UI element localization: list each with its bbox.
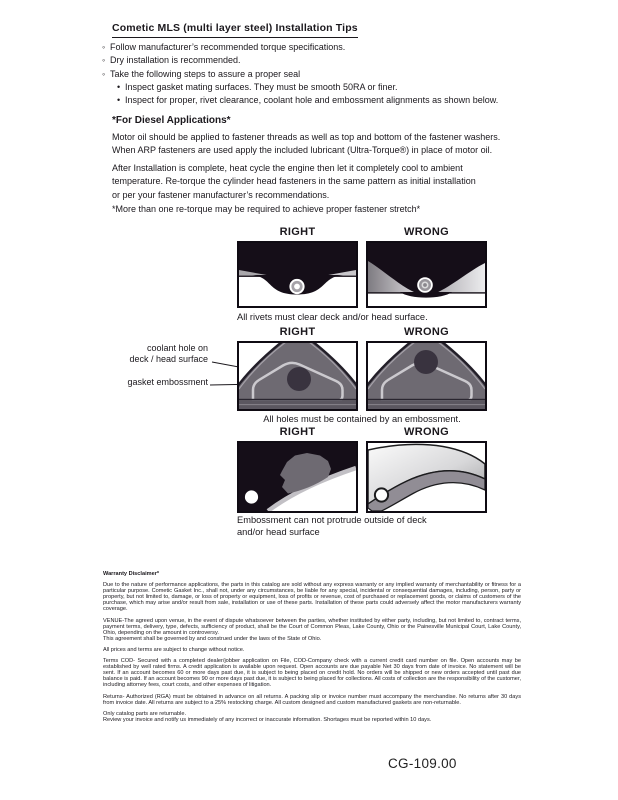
wrong-label: WRONG — [404, 426, 449, 438]
right-label: RIGHT — [279, 326, 316, 338]
hole-embossment-wrong-illustration — [368, 343, 485, 409]
diagram-protrusion-right — [237, 441, 358, 513]
rivet-clearance-right-illustration — [239, 243, 356, 306]
list-item-text: Inspect for proper, rivet clearance, coolant hole and embossment alignments as shown below. — [125, 95, 499, 106]
installation-tips-list — [102, 41, 498, 107]
legal-paragraph: Review your invoice and notify us immediately of any incorrect or inaccurate information. Shortages must be reported within 10 days. — [103, 716, 432, 723]
list-item — [102, 68, 498, 81]
legal-paragraph: Returns- Authorized (RGA) must be obtained in advance on all returns. A packing slip or invoice number must accompany the merchandise. No returns after 30 days from invoice date. All returns are subject to a 25% restocking charge. All custom designed and custom manufactured gaskets are non-returnable. — [103, 693, 521, 706]
wrong-label: WRONG — [404, 326, 449, 338]
legal-paragraph: Only catalog parts are returnable. — [103, 710, 187, 717]
sub-bullet-icon: • — [117, 95, 121, 106]
diagram-embossment-right — [237, 341, 358, 411]
diagram-protrusion-wrong — [366, 441, 487, 513]
rivet-clearance-wrong-illustration — [368, 243, 485, 306]
diagram-rivet-wrong — [366, 241, 487, 308]
page-code: CG-109.00 — [388, 756, 457, 771]
legal-paragraph: Due to the nature of performance applications, the parts in this catalog are sold without any express warranty or any implied warranty of merchantability or fitness for a particular purpose. Cometic Gasket Inc., shall not, under any circumstances, be liable for any special, incidental or consequential damages, including, person, party or property, but not limited to, damage, or loss of property or equipment, loss of profits or revenue, cost of purchased or replacement goods, or claims of customers of the purchase, which may arise and/or result from sale, installation or use of these parts. Installation of these parts could adversely affect the motor manufacturers warranty coverage. — [103, 582, 521, 613]
sub-bullet-icon: • — [117, 81, 121, 92]
gasket-embossment-label: gasket embossment — [127, 377, 208, 387]
list-item-text: Inspect gasket mating surfaces. They must be smooth 50RA or finer. — [125, 81, 398, 92]
page-title: Cometic MLS (multi layer steel) Installation Tips — [112, 22, 358, 38]
list-item-text: Follow manufacturer’s recommended torque specifications. — [110, 42, 346, 52]
text-line: deck / head surface — [129, 354, 208, 364]
diesel-paragraph-1 — [112, 131, 500, 158]
list-item-text: Take the following steps to assure a proper seal — [110, 68, 301, 79]
list-item — [102, 41, 498, 54]
bullet-icon: ◦ — [102, 42, 106, 52]
diesel-paragraph-2 — [112, 162, 476, 202]
diesel-section-heading: *For Diesel Applications* — [112, 115, 231, 126]
protrusion-right-illustration — [239, 443, 356, 511]
warranty-disclaimer-heading: Warranty Disclaimer* — [103, 571, 160, 577]
list-item — [102, 54, 498, 67]
diagram-embossment-wrong — [366, 341, 487, 411]
text-line: coolant hole on — [146, 343, 208, 353]
hole-embossment-right-illustration — [239, 343, 356, 409]
row3-caption-line2: and/or head surface — [237, 527, 320, 537]
legal-paragraph: VENUE-The agreed upon venue, in the event of dispute whatsoever between the parties, whether instituted by either party, including, but not limited to, contract terms, payment terms, delivery, type, defects, sufficiency of product, shall be the Court of Common Pleas, Lake County, Ohio or the Painesville Municipal Court, Lake County, Ohio, depending on the amount in controversy. — [103, 617, 521, 636]
diagram-rivet-right — [237, 241, 358, 308]
right-label: RIGHT — [279, 226, 316, 238]
text-line: temperature. Re-torque the cylinder head fasteners in the same pattern as initial installation — [112, 176, 476, 187]
protrusion-wrong-illustration — [368, 443, 485, 511]
right-label: RIGHT — [279, 426, 316, 438]
text-line: When ARP fasteners are used apply the included lubricant (Ultra-Torque®) in place of motor oil. — [112, 145, 493, 156]
sub-list-item — [102, 94, 498, 107]
bullet-icon: ◦ — [102, 68, 106, 79]
row3-caption-line1: Embossment can not protrude outside of deck — [237, 515, 427, 525]
legal-paragraph: This agreement shall be governed by and construed under the laws of the State of Ohio. — [103, 635, 322, 642]
list-item-text: Dry installation is recommended. — [110, 55, 241, 66]
row2-caption: All holes must be contained by an embossment. — [263, 414, 461, 424]
legal-section — [103, 571, 521, 723]
retorque-note: *More than one re-torque may be required to achieve proper fastener stretch* — [112, 204, 421, 214]
sub-list-item — [102, 81, 498, 94]
text-line: Motor oil should be applied to fastener threads as well as top and bottom of the fastener washers. — [112, 132, 501, 142]
bullet-icon: ◦ — [102, 55, 106, 66]
row1-caption: All rivets must clear deck and/or head surface. — [237, 312, 428, 322]
text-line: After Installation is complete, heat cycle the engine then let it completely cool to ambient — [112, 163, 463, 173]
wrong-label: WRONG — [404, 226, 449, 238]
legal-paragraph: Terms COD- Secured with a completed dealer/jobber application on File, COD-Company check with a current credit card number on file. Open accounts may be established by well rated firms. A credit application is available upon request. Open accounts are due payable Net 30 days from date of invoice. No statement will be sent. If an account becomes 60 or more days past due, it is subject to being placed on credit hold. No orders will be shipped or new orders accepted until past due balance is paid. If an account becomes 90 or more days past due, it is subject to being placed for collections. All costs of collection are the responsibility of the customer, including attorney fees, court costs, and other expenses of litigation. — [103, 658, 521, 689]
text-line: or per your fastener manufacturer’s recommendations. — [112, 189, 330, 200]
legal-paragraph: All prices and terms are subject to change without notice. — [103, 646, 245, 653]
